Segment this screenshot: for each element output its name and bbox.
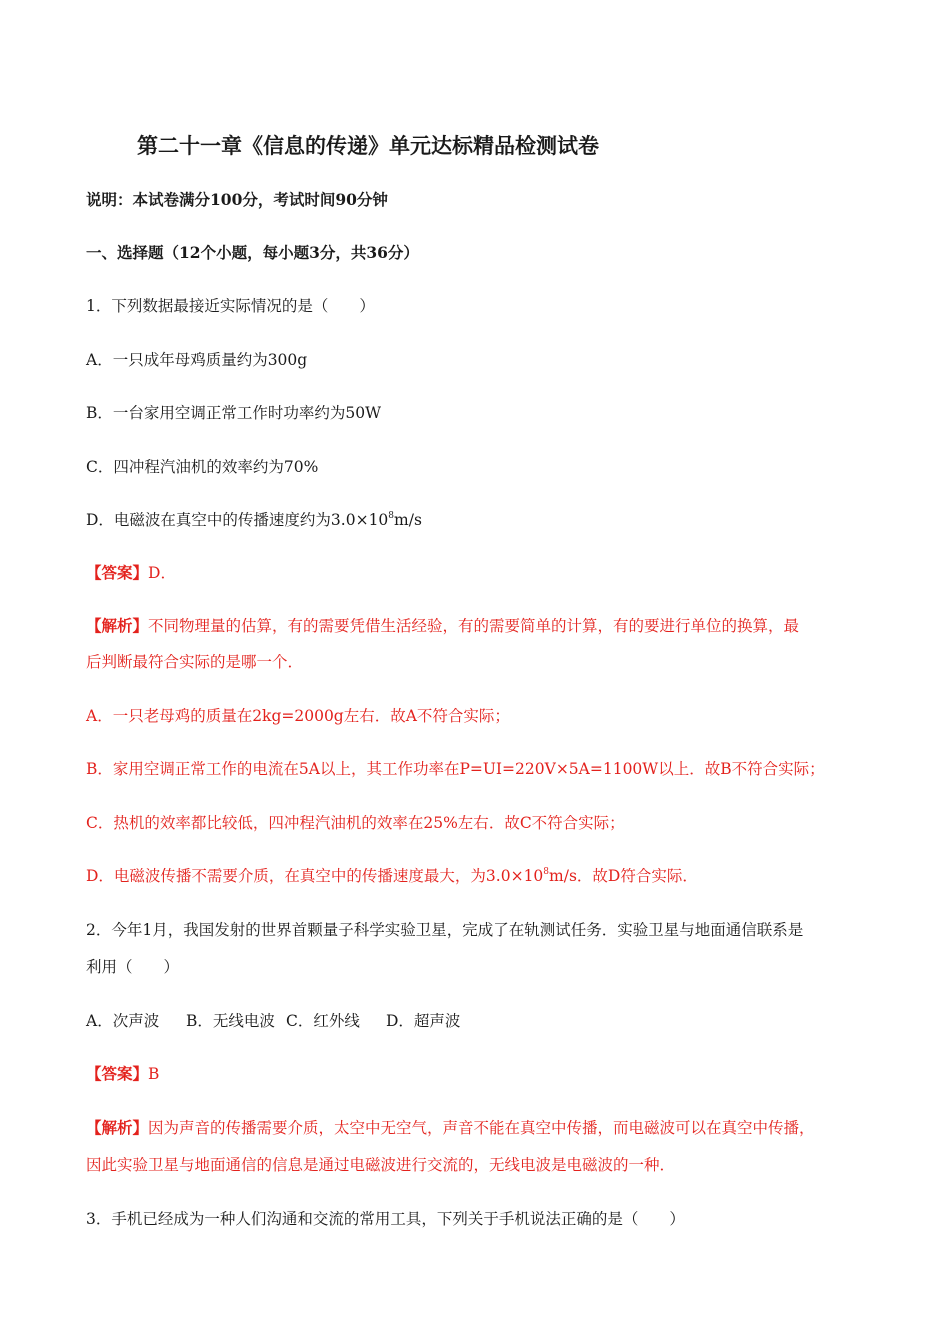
question-1-answer: [86, 563, 176, 583]
exponent: 8: [388, 511, 395, 521]
question-1-explain-d: [86, 866, 698, 886]
question-2-analysis-line-1: [86, 1118, 815, 1138]
section-heading: 一、选择题（12个小题，每小题3分，共36分）: [86, 243, 419, 262]
question-1-analysis-line-2: 后判断最符合实际的是哪一个．: [86, 653, 304, 671]
answer-value: B: [148, 1065, 160, 1083]
exam-instructions: 说明：本试卷满分100分，考试时间90分钟: [86, 190, 388, 209]
question-1-explain-b: B．家用空调正常工作的电流在5A以上，其工作功率在P=UI=220V×5A=1100W以上．故B不符合实际；: [86, 760, 825, 778]
analysis-text: 因为声音的传播需要介质，太空中无空气，声音不能在真空中传播，而电磁波可以在真空中传播，: [148, 1119, 815, 1137]
explain-d-unit: m/s．故D符合实际．: [549, 867, 698, 885]
question-1-stem: 1．下列数据最接近实际情况的是（ ）: [86, 297, 375, 315]
question-2-option-a: A．次声波: [86, 1012, 160, 1030]
question-3-stem: 3．手机已经成为一种人们沟通和交流的常用工具，下列关于手机说法正确的是（ ）: [86, 1210, 685, 1228]
option-d-unit: m/s: [394, 511, 422, 529]
explain-d-text: D．电磁波传播不需要介质，在真空中的传播速度最大，为3.0×10: [86, 867, 544, 885]
page-title: 第二十一章《信息的传递》单元达标精品检测试卷: [137, 133, 599, 158]
question-1-option-d: [86, 510, 422, 530]
option-d-text: D．电磁波在真空中的传播速度约为3.0×10: [86, 511, 389, 529]
answer-label: 【答案】: [86, 1064, 149, 1083]
answer-label: 【答案】: [86, 563, 149, 582]
question-2-option-b: B．无线电波: [186, 1012, 275, 1030]
question-1-analysis-line-1: [86, 616, 799, 636]
question-2-stem-line-1: 2．今年1月，我国发射的世界首颗量子科学实验卫星，完成了在轨测试任务．实验卫星与地面通信联系是: [86, 921, 804, 939]
question-1-explain-a: A．一只老母鸡的质量在2kg=2000g左右．故A不符合实际；: [86, 707, 510, 725]
question-2-option-c: C．红外线: [286, 1012, 360, 1030]
question-2-stem-line-2: 利用（ ）: [86, 958, 180, 976]
answer-value: D．: [148, 564, 176, 582]
question-2-options: [86, 1011, 460, 1031]
question-1-option-b: B．一台家用空调正常工作时功率约为50W: [86, 404, 382, 422]
question-1-option-c: C．四冲程汽油机的效率约为70%: [86, 458, 319, 476]
analysis-label: 【解析】: [86, 616, 149, 635]
question-2-answer: [86, 1064, 159, 1084]
analysis-label: 【解析】: [86, 1118, 149, 1137]
question-1-explain-c: C．热机的效率都比较低，四冲程汽油机的效率在25%左右．故C不符合实际；: [86, 814, 625, 832]
analysis-text: 不同物理量的估算，有的需要凭借生活经验，有的需要简单的计算，有的要进行单位的换算，最: [148, 617, 800, 635]
question-2-option-d: D．超声波: [386, 1012, 461, 1030]
question-1-option-a: A．一只成年母鸡质量约为300g: [86, 351, 308, 369]
exponent: 8: [543, 867, 550, 877]
question-2-analysis-line-2: 因此实验卫星与地面通信的信息是通过电磁波进行交流的，无线电波是电磁波的一种．: [86, 1156, 676, 1174]
